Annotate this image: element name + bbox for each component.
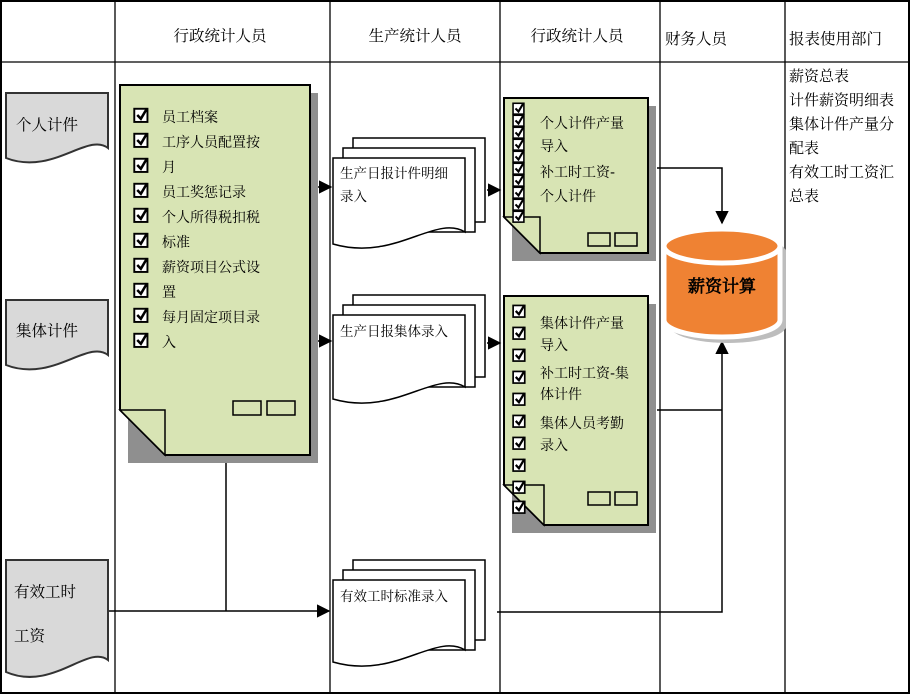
checklist-item: 集体人员考勤 <box>540 416 624 432</box>
checkbox-checked-icon <box>513 199 524 210</box>
checkbox-checked-icon <box>134 208 147 222</box>
stack-label-line1: 生产日报计件明细 <box>340 166 448 182</box>
report-item: 配表 <box>789 139 820 157</box>
database-label: 薪资计算 <box>688 277 756 297</box>
report-item: 集体计件产量分 <box>789 115 895 133</box>
checkbox-checked-icon <box>513 349 525 361</box>
report-item: 计件薪资明细表 <box>789 91 895 109</box>
checklist-item: 补工时工资- <box>540 165 616 181</box>
doc-stack-daily-collective-entry <box>333 295 485 403</box>
checklist-item: 体计件 <box>540 387 582 403</box>
checkbox-checked-icon <box>513 103 524 114</box>
checklist-item: 工序人员配置按 <box>162 135 260 151</box>
checkbox-checked-icon <box>513 305 525 317</box>
checklist-item: 入 <box>162 335 176 351</box>
checkbox-checked-icon <box>134 183 147 197</box>
checklist-item: 员工档案 <box>162 110 218 126</box>
checkbox-checked-icon <box>513 327 525 339</box>
checklist-item: 补工时工资-集 <box>540 366 630 382</box>
checkbox-column <box>513 103 524 222</box>
checkbox-checked-icon <box>134 308 147 322</box>
lane-header-finance: 财务人员 <box>665 30 728 48</box>
checklist-item: 月 <box>162 160 176 176</box>
checklist-item: 员工奖惩记录 <box>162 185 246 201</box>
checkbox-checked-icon <box>513 187 524 198</box>
lane-header-admin-1: 行政统计人员 <box>173 27 267 45</box>
checklist-doc-collective-piecework <box>504 296 656 533</box>
checkbox-checked-icon <box>134 333 147 347</box>
checklist-item: 薪资项目公式设 <box>162 260 260 276</box>
checklist-item: 导入 <box>540 139 568 155</box>
doc-label-line1: 有效工时 <box>14 583 77 601</box>
report-item: 有效工时工资汇 <box>789 163 895 181</box>
checklist-item: 集体计件产量 <box>540 316 624 332</box>
checkbox-checked-icon <box>513 437 525 449</box>
checkbox-checked-icon <box>513 481 525 493</box>
checkbox-checked-icon <box>134 233 147 247</box>
checkbox-checked-icon <box>513 175 524 186</box>
report-item: 薪资总表 <box>789 67 850 85</box>
doc-label: 集体计件 <box>16 322 79 340</box>
lane-header-admin-2: 行政统计人员 <box>530 27 624 45</box>
checkbox-checked-icon <box>134 283 147 297</box>
stack-label: 生产日报集体录入 <box>340 324 448 340</box>
doc-label-line2: 工资 <box>14 627 46 645</box>
checkbox-checked-icon <box>134 158 147 172</box>
stack-label: 有效工时标准录入 <box>340 589 448 605</box>
checklist-item: 录入 <box>540 438 568 454</box>
doc-stack-hours-standard-entry <box>333 560 485 666</box>
checkbox-checked-icon <box>134 258 147 272</box>
checkbox-checked-icon <box>513 163 524 174</box>
checkbox-checked-icon <box>134 108 147 122</box>
checkbox-checked-icon <box>513 211 524 222</box>
checkbox-checked-icon <box>134 133 147 147</box>
checklist-doc-personal-piecework <box>504 98 656 261</box>
checkbox-checked-icon <box>513 415 525 427</box>
doc-label: 个人计件 <box>16 116 79 134</box>
checkbox-checked-icon <box>513 151 524 162</box>
doc-stack-daily-piece-entry <box>333 138 485 248</box>
checklist-doc-payroll-setup <box>120 85 318 463</box>
lane-header-production: 生产统计人员 <box>368 27 462 45</box>
checkbox-checked-icon <box>513 127 524 138</box>
checkbox-checked-icon <box>513 393 525 405</box>
checklist-item: 个人计件产量 <box>540 116 624 132</box>
checkbox-checked-icon <box>513 371 525 383</box>
checklist-item: 个人计件 <box>540 189 596 205</box>
checkbox-checked-icon <box>513 501 525 513</box>
checklist-item: 个人所得税扣税 <box>162 210 260 226</box>
checklist-item: 标准 <box>162 235 190 251</box>
checklist-item: 置 <box>162 285 176 301</box>
checklist-item: 每月固定项目录 <box>162 310 260 326</box>
stack-label-line2: 录入 <box>340 189 367 205</box>
checkbox-checked-icon <box>513 139 524 150</box>
checkbox-checked-icon <box>513 459 525 471</box>
lane-header-report-users: 报表使用部门 <box>789 30 883 48</box>
cylinder-top <box>664 229 780 263</box>
database-payroll-calculation <box>664 229 786 343</box>
report-item: 总表 <box>789 187 820 205</box>
checkbox-checked-icon <box>513 115 524 126</box>
checklist-item: 导入 <box>540 338 568 354</box>
